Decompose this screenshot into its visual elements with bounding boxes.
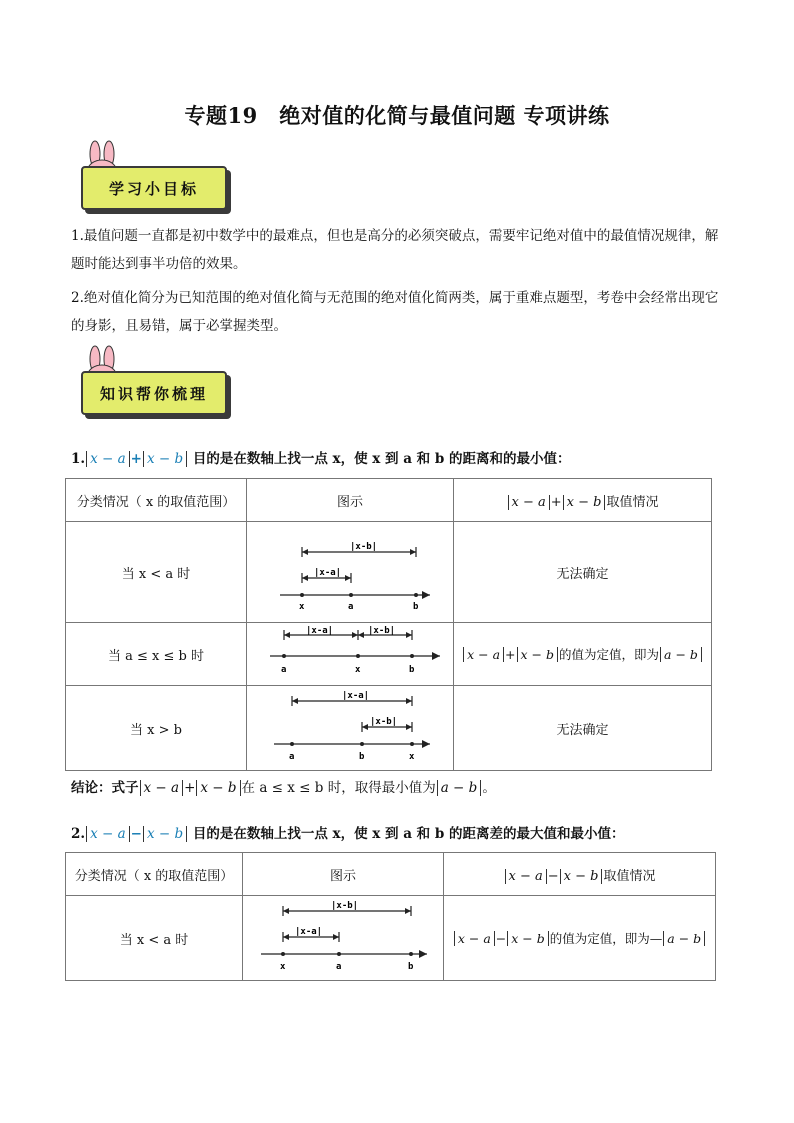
- goal-paragraph-1: 1.最值问题一直都是初中数学中的最难点，但也是高分的必须突破点，需要牢记绝对值中的最值情况规律，解题时能达到事半功倍的效果。: [71, 228, 719, 272]
- table-header-row: 分类情况（ x 的取值范围） 图示 x − a − x − b 取值情况: [66, 853, 716, 896]
- section2-heading: 2. x − a − x − b 目的是在数轴上找一点 x，使 x 到 a 和 b 的距离差的最大值和最小值：: [71, 826, 625, 842]
- svg-text:|x-b|: |x-b|: [331, 901, 359, 911]
- svg-text:b: b: [409, 665, 415, 675]
- knowledge-badge-label: 知识帮你梳理: [81, 371, 227, 415]
- svg-text:|x-b|: |x-b|: [370, 717, 398, 727]
- table-row: 当 x < a 时 |x-b| |x-a| x a b x − a − x − b 的值为定值，即为— a − b: [66, 896, 716, 981]
- goals-badge: [75, 140, 235, 220]
- svg-text:x: x: [280, 962, 286, 972]
- svg-text:|x-b|: |x-b|: [350, 542, 378, 552]
- svg-text:b: b: [408, 962, 414, 972]
- number-line-diagram: [245, 896, 441, 976]
- table-header-row: 分类情况（ x 的取值范围） 图示 x − a + x − b 取值情况: [66, 479, 712, 522]
- page-title: 专题19 绝对值的化简与最值问题 专项讲练: [184, 103, 610, 128]
- svg-text:b: b: [413, 602, 419, 612]
- number-line-diagram: [250, 624, 450, 680]
- svg-text:|x-a|: |x-a|: [314, 568, 342, 578]
- table-row: 当 x > b |x-a| |x-b| a b x 无法确定: [66, 686, 712, 771]
- number-line-diagram: [250, 525, 450, 615]
- goals-badge-label: 学习小目标: [81, 166, 227, 210]
- section1-heading: 1. x − a + x − b 目的是在数轴上找一点 x，使 x 到 a 和 b 的距离和的最小值：: [71, 451, 571, 467]
- section2-table: [65, 852, 716, 981]
- svg-text:a: a: [336, 962, 342, 972]
- svg-text:x: x: [299, 602, 305, 612]
- goal-paragraph-2: 2.绝对值化简分为已知范围的绝对值化简与无范围的绝对值化简两类，属于重难点题型，考卷中会经常出现它的身影，且易错，属于必掌握类型。: [71, 290, 719, 334]
- svg-text:|x-a|: |x-a|: [306, 626, 334, 636]
- table-row: 当 x < a 时 |x-b| |x-a| x a b 无法确定: [66, 522, 712, 623]
- svg-text:a: a: [289, 752, 295, 762]
- section1-conclusion: 结论：式子 x − a + x − b 在 a ≤ x ≤ b 时，取得最小值为 a − b 。: [71, 780, 496, 796]
- svg-text:a: a: [348, 602, 354, 612]
- section1-table: [65, 478, 712, 771]
- table-row: 当 a ≤ x ≤ b 时 |x-a| |x-b| a x b x − a + x − b 的值为定值，即为 a − b: [66, 623, 712, 686]
- knowledge-badge: [75, 345, 235, 425]
- svg-text:x: x: [355, 665, 361, 675]
- svg-text:|x-a|: |x-a|: [295, 927, 323, 937]
- svg-text:x: x: [409, 752, 415, 762]
- svg-text:|x-b|: |x-b|: [368, 626, 396, 636]
- svg-text:a: a: [281, 665, 287, 675]
- svg-text:b: b: [359, 752, 365, 762]
- svg-text:|x-a|: |x-a|: [342, 691, 370, 701]
- number-line-diagram: [250, 686, 450, 766]
